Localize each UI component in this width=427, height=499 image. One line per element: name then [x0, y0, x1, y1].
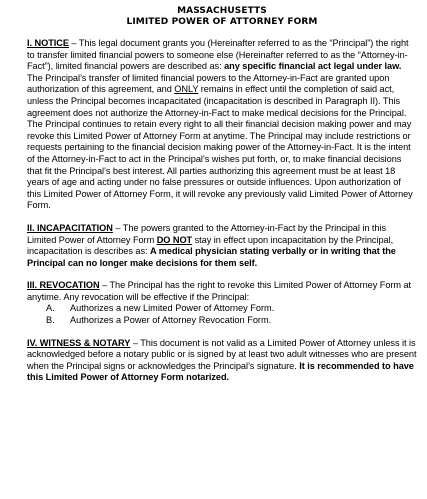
notice-text-2: The Principal’s transfer of limited financial powers to the Attorney-in-Fact are granted upon authorization of this agreement, and: [27, 72, 390, 95]
notice-text-3: remains in effect until the completion of said act, unless the Principal becomes incapacitated (incapacitation is described in Paragraph II). This agreement does not authorize the Attorney-in-Fact to make medical decisions for the Principal. The Principal continues to retain every right to all their financial decision making power and may revoke this Limited Power of Attorney Form at anytime. The Principal may include restrictions or requests pertaining to the financial decision making power of the Attorney-in-Fact. It is the intent of the Attorney-in-Fact to act in the Principal’s wishes put forth, or, to make financial decisions that fit the Principal’s best interest. All parties authorizing this agreement must be at least 18 years of age and acting under no false pressures or outside influences. Upon authorization of this Limited Power of Attorney Form, it will revoke any previously valid Limited Power of Attorney Form.: [27, 84, 413, 211]
revocation-item-letter: A.: [46, 303, 55, 314]
revocation-text: – The Principal has the right to revoke this Limited Power of Attorney Form at anytime. Any revocation will be effective if the Principal:: [27, 280, 412, 302]
incapacitation-heading: II. INCAPACITATION: [27, 222, 113, 233]
document-title: [27, 6, 417, 28]
incapacitation-text-do-not: DO NOT: [156, 234, 193, 245]
notice-heading: I. NOTICE: [27, 38, 69, 48]
revocation-item-a: [27, 303, 417, 315]
notice-section: [27, 38, 417, 212]
revocation-paragraph: [27, 280, 417, 303]
witness-heading: IV. WITNESS & NOTARY: [27, 337, 131, 348]
witness-section: [27, 338, 417, 384]
witness-text-1: – This document is not valid as a Limited Power of Attorney unless it is acknowledged before a notary public or is signed by at least two adult witnesses who are present when the Principal signs or acknowledges the Principal’s signature.: [27, 337, 417, 371]
incapacitation-text-2: stay in effect upon incapacitation by the Principal, incapacitation is describes as:: [27, 234, 394, 257]
notice-text-only: ONLY: [174, 84, 199, 95]
notice-text-bold: any specific financial act legal under law.: [224, 61, 402, 72]
incapacitation-text-bold: A medical physician stating verbally or in writing that the Principal can no longer make decisions for them self.: [27, 246, 396, 268]
notice-text-1: – This legal document grants you (Hereinafter referred to as the “Principal”) the right to transfer limited financial powers to someone else (Hereinafter referred to as the “Attorney-in-Fact”), limited financial powers are described as:: [27, 38, 409, 72]
revocation-heading: III. REVOCATION: [27, 280, 100, 291]
incapacitation-section: [27, 223, 417, 269]
revocation-item-b: [27, 315, 417, 327]
revocation-item-text: Authorizes a new Limited Power of Attorney Form.: [70, 303, 275, 314]
revocation-item-text: Authorizes a Power of Attorney Revocation Form.: [70, 315, 272, 326]
revocation-item-letter: B.: [46, 315, 55, 326]
witness-text-bold: It is recommended to have this Limited Power of Attorney Form notarized.: [27, 360, 414, 383]
incapacitation-text-1: – The powers granted to the Attorney-in-Fact by the Principal in this Limited Power of Attorney Form: [27, 222, 386, 245]
revocation-section: [27, 280, 417, 326]
title-form-name: LIMITED POWER OF ATTORNEY FORM: [126, 17, 318, 27]
title-state: MASSACHUSETTS: [177, 6, 267, 16]
